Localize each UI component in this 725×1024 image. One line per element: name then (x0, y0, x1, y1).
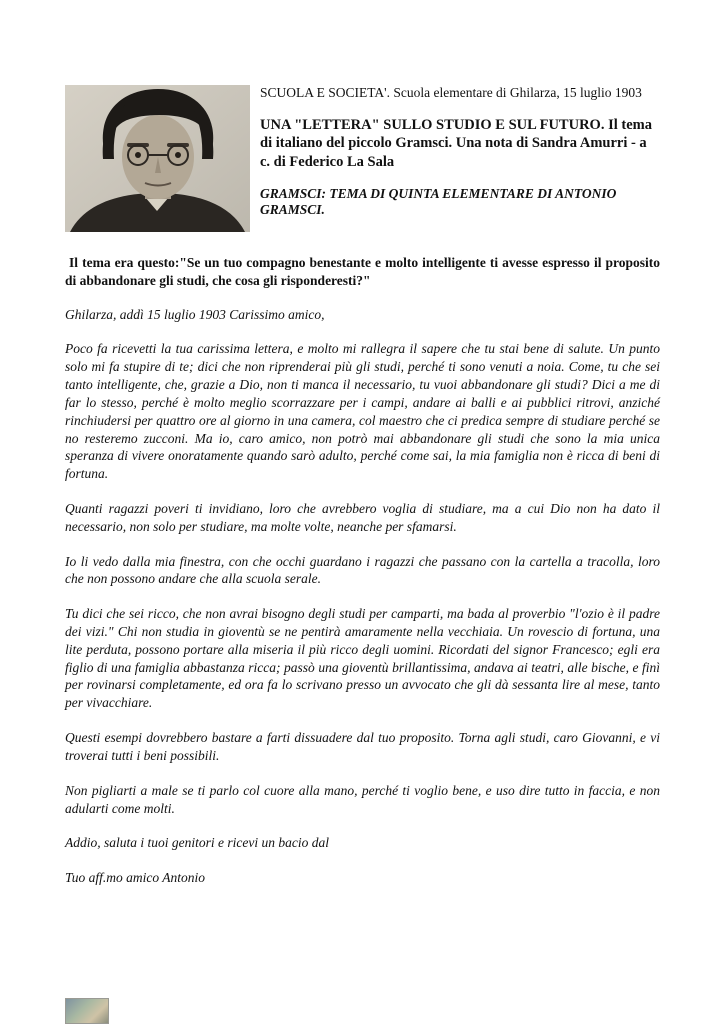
letter-paragraph: Addio, saluta i tuoi genitori e ricevi un bacio dal (65, 835, 329, 851)
article-subtitle: GRAMSCI: TEMA DI QUINTA ELEMENTARE DI ANTONIO GRAMSCI. (260, 185, 617, 217)
header-text-block (258, 85, 660, 218)
letter-paragraph: Io li vedo dalla mia finestra, con che occhi guardano i ragazzi che passano con la cartella a tracolla, loro che non possono andare che alla scuola serale. (65, 553, 660, 587)
letter-paragraph: Quanti ragazzi poveri ti invidiano, loro che avrebbero voglia di studiare, ma a cui Dio non ha dato il necessario, non solo per studiare, ma molte volte, neanche per sfamarsi. (65, 500, 660, 534)
letter-paragraph: Poco fa ricevetti la tua carissima lettera, e molto mi rallegra il sapere che tu stai bene di salute. Un punto solo mi fa stupire di te; dici che non riprenderai più gli studi, perché ti sono venuti a noia. Come, tu che sei tanto intelligente, che, grazie a Dio, non ti manca il necessario, tu vuoi abbandonare gli studi? Dici a me di far lo stesso, perché è molto meglio scorrazzare per i campi, andare ai balli e ai pubblici ritrovi, anziché rinchiudersi per quattro ore al giorno in una camera, col maestro che ci predica sempre di studiare perché se no resteremo zucconi. Ma io, caro amico, non potrò mai abbandonare gli studi che sono la mia unica speranza di vivere onoratamente quando sarò adulto, perché come sai, la mia famiglia non è ricca di beni di fortuna. (65, 341, 660, 482)
kicker-line: SCUOLA E SOCIETA'. Scuola elementare di Ghilarza, 15 luglio 1903 (260, 85, 642, 100)
letter-paragraph: Tuo aff.mo amico Antonio (65, 870, 206, 886)
article-title: UNA "LETTERA" SULLO STUDIO E SUL FUTURO. Il tema di italiano del piccolo Gramsci. Una nota di Sandra Amurri - a c. di Federico La Sala (260, 116, 652, 170)
document-body (65, 254, 664, 887)
letter-text (65, 306, 660, 887)
letter-paragraph: Tu dici che sei ricco, che non avrai bisogno degli studi per camparti, ma bada al proverbio "l'ozio è il padre dei vizi." Chi non studia in gioventù se ne pentirà amaramente nella vecchiaia. Un rovescio di fortuna, una lite perduta, possono portare alla miseria il più ricco degli uomini. Ricordati del signor Francesco; egli era figlio di una famiglia abbastanza ricca; passò una gioventù brillantissima, andava ai teatri, alle bische, e finì per rovinarsi completamente, ed ora fa lo scrivano presso un avvocato che gli dà sessanta lire al mese, tanto per vivacchiare. (65, 606, 660, 711)
portrait-photo-graphic (65, 85, 250, 232)
letter-paragraph: Non pigliarti a male se ti parlo col cuore alla mano, perché ti voglio bene, e uso dire tutto in faccia, e non adularti come molti. (65, 782, 660, 816)
letter-paragraph: Questi esempi dovrebbero bastare a farti dissuadere dal tuo proposito. Torna agli studi, caro Giovanni, e vi troverai tutti i beni possibili. (65, 730, 660, 763)
document-header (65, 85, 660, 232)
letter-paragraph: Ghilarza, addì 15 luglio 1903 Carissimo amico, (65, 306, 325, 322)
theme-statement: Il tema era questo:"Se un tuo compagno benestante e molto intelligente ti avesse espresso il proposito di abbandonare gli studi, che cosa gli risponderesti?" (65, 255, 664, 288)
gramsci-portrait-photo (65, 85, 250, 232)
footer-thumbnail-image (65, 998, 109, 1024)
